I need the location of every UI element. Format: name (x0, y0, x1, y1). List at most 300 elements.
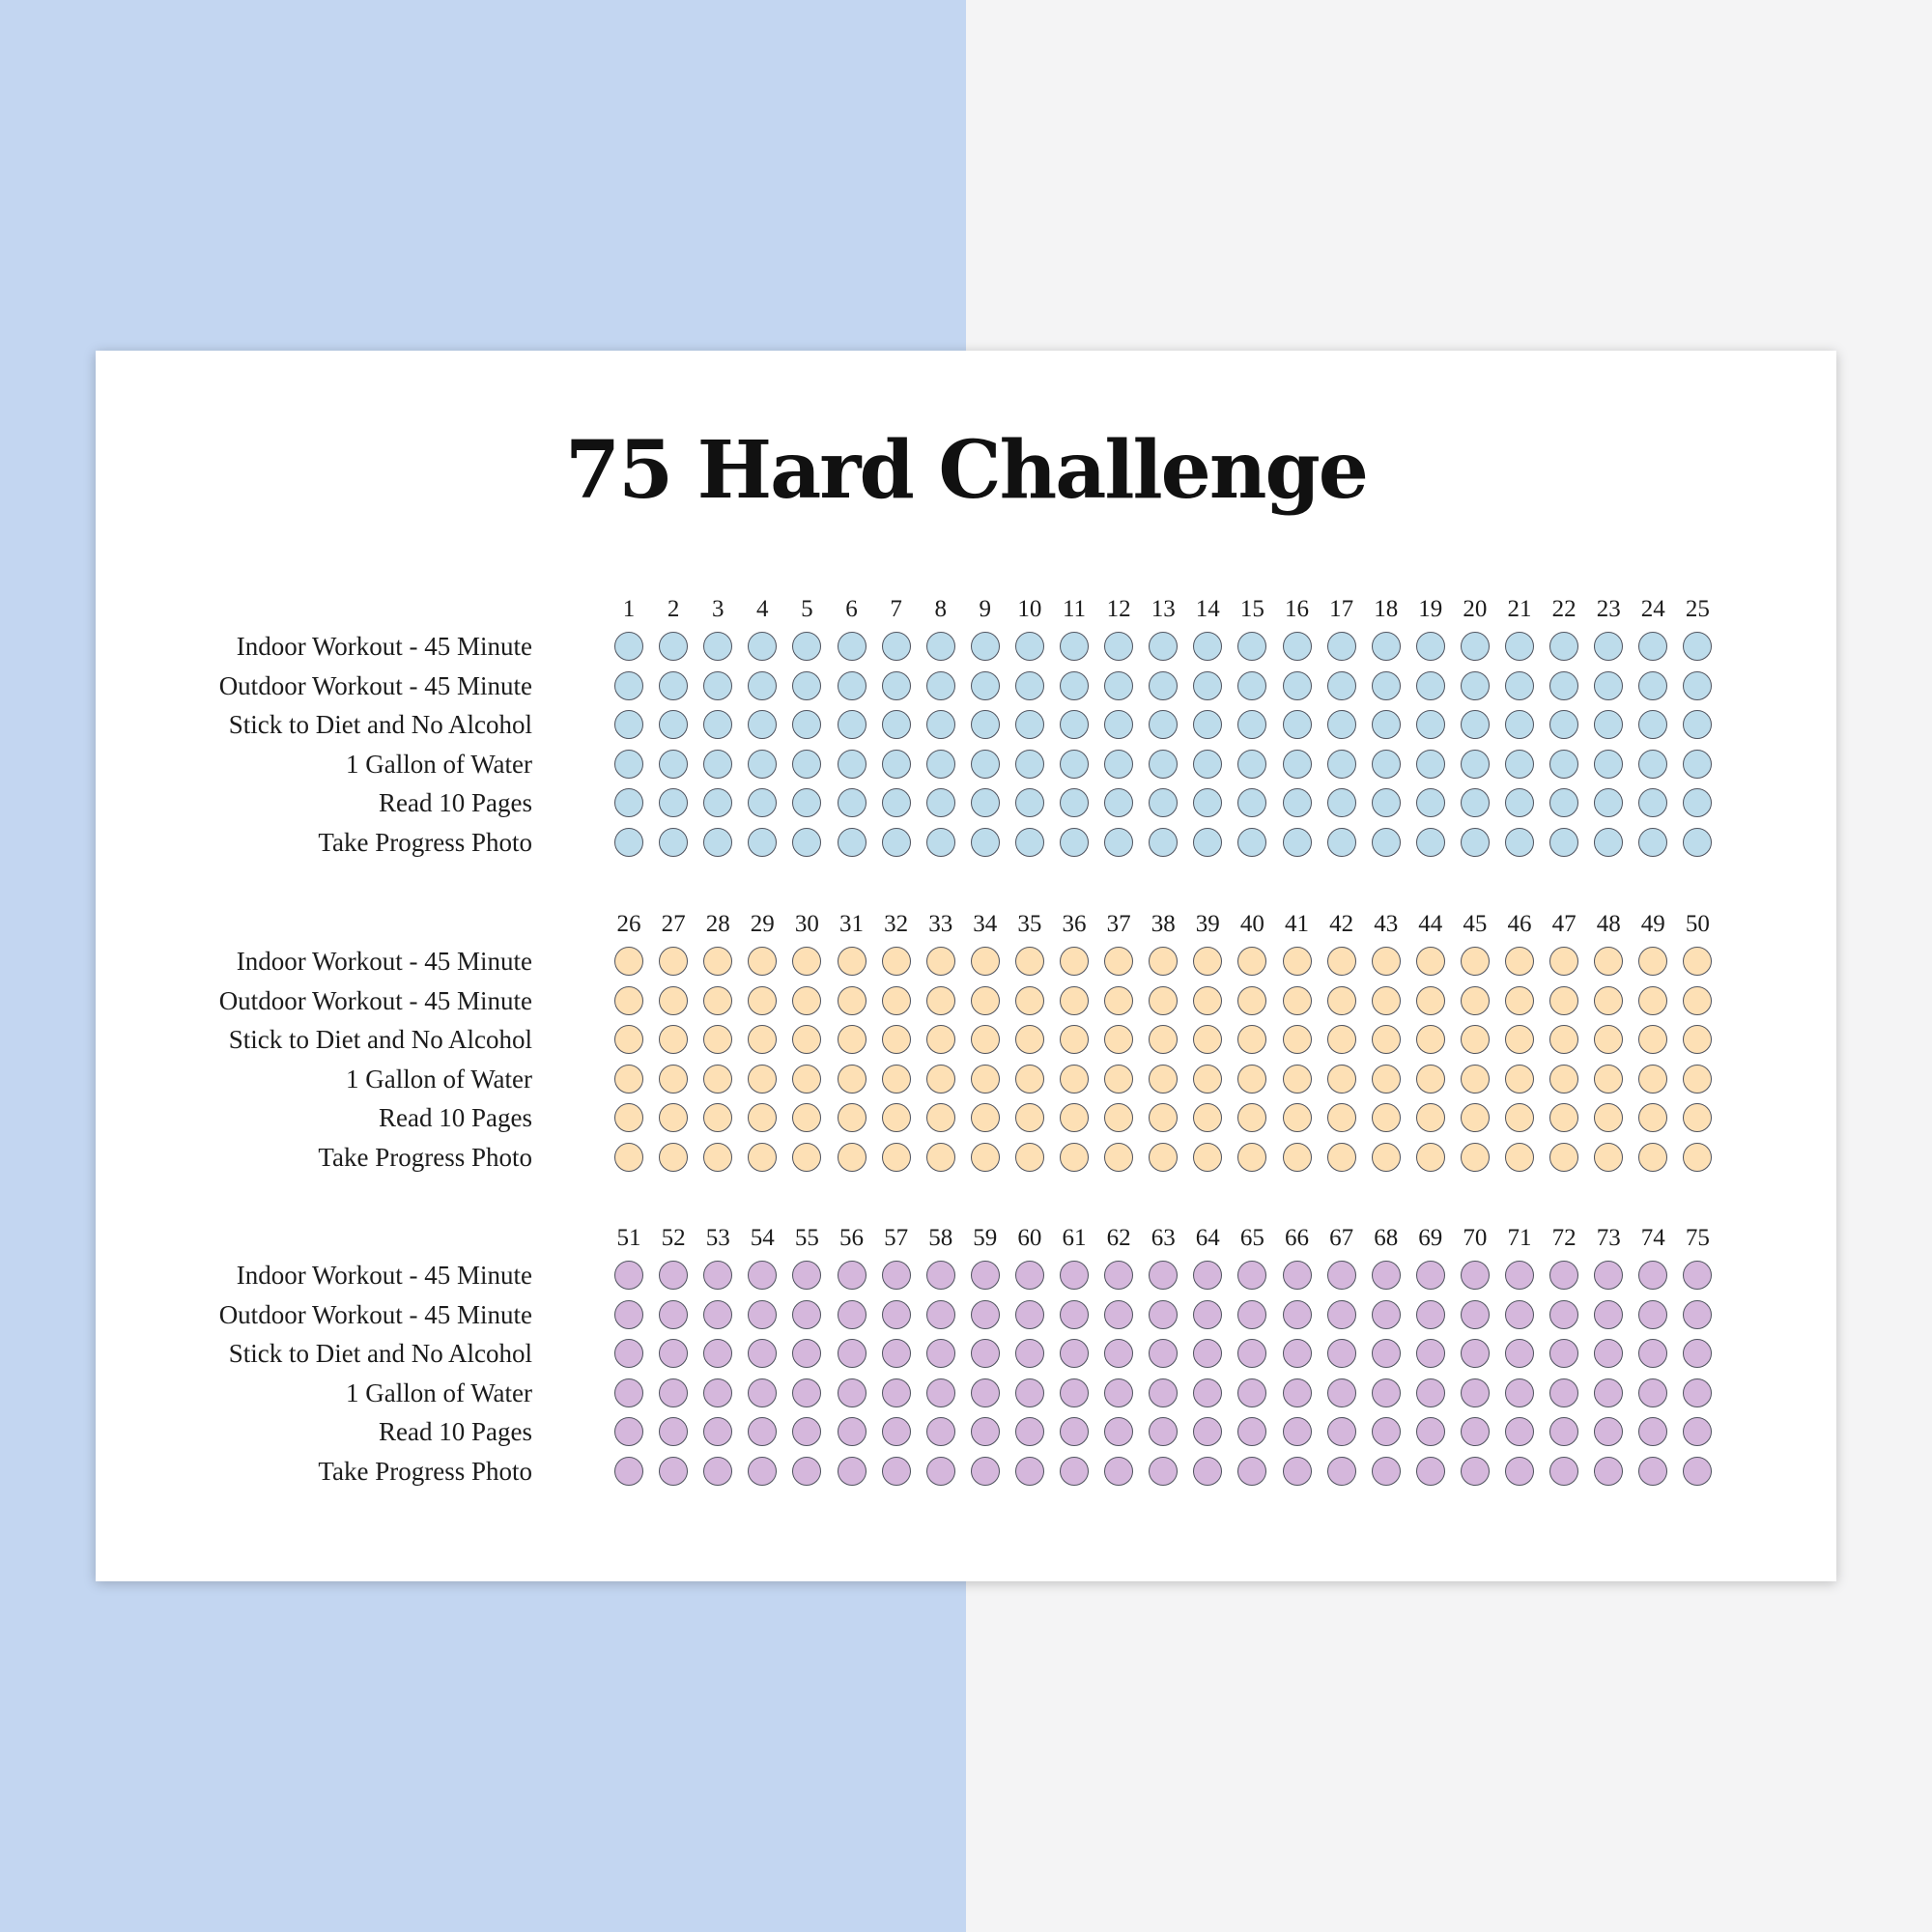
checkbox-day-6-task-6[interactable] (838, 828, 867, 857)
checkbox-day-51-task-3[interactable] (614, 1339, 643, 1368)
checkbox-day-38-task-4[interactable] (1149, 1065, 1178, 1094)
checkbox-day-34-task-5[interactable] (971, 1103, 1000, 1132)
checkbox-day-33-task-5[interactable] (926, 1103, 955, 1132)
checkbox-day-49-task-5[interactable] (1638, 1103, 1667, 1132)
checkbox-day-6-task-1[interactable] (838, 632, 867, 661)
checkbox-day-39-task-6[interactable] (1193, 1143, 1222, 1172)
checkbox-day-19-task-1[interactable] (1416, 632, 1445, 661)
checkbox-day-66-task-5[interactable] (1283, 1417, 1312, 1446)
checkbox-day-11-task-4[interactable] (1060, 750, 1089, 779)
checkbox-day-33-task-2[interactable] (926, 986, 955, 1015)
checkbox-day-25-task-4[interactable] (1683, 750, 1712, 779)
checkbox-day-37-task-5[interactable] (1104, 1103, 1133, 1132)
checkbox-day-60-task-5[interactable] (1015, 1417, 1044, 1446)
checkbox-day-20-task-3[interactable] (1461, 710, 1490, 739)
checkbox-day-25-task-3[interactable] (1683, 710, 1712, 739)
checkbox-day-63-task-3[interactable] (1149, 1339, 1178, 1368)
checkbox-day-63-task-5[interactable] (1149, 1417, 1178, 1446)
checkbox-day-29-task-4[interactable] (748, 1065, 777, 1094)
checkbox-day-22-task-5[interactable] (1549, 788, 1578, 817)
checkbox-day-48-task-1[interactable] (1594, 947, 1623, 976)
checkbox-day-10-task-2[interactable] (1015, 671, 1044, 700)
checkbox-day-43-task-4[interactable] (1372, 1065, 1401, 1094)
checkbox-day-70-task-6[interactable] (1461, 1457, 1490, 1486)
checkbox-day-46-task-5[interactable] (1505, 1103, 1534, 1132)
checkbox-day-64-task-1[interactable] (1193, 1261, 1222, 1290)
checkbox-day-66-task-4[interactable] (1283, 1378, 1312, 1407)
checkbox-day-29-task-2[interactable] (748, 986, 777, 1015)
checkbox-day-10-task-5[interactable] (1015, 788, 1044, 817)
checkbox-day-59-task-6[interactable] (971, 1457, 1000, 1486)
checkbox-day-50-task-5[interactable] (1683, 1103, 1712, 1132)
checkbox-day-52-task-3[interactable] (659, 1339, 688, 1368)
checkbox-day-31-task-4[interactable] (838, 1065, 867, 1094)
checkbox-day-37-task-4[interactable] (1104, 1065, 1133, 1094)
checkbox-day-3-task-6[interactable] (703, 828, 732, 857)
checkbox-day-41-task-2[interactable] (1283, 986, 1312, 1015)
checkbox-day-2-task-3[interactable] (659, 710, 688, 739)
checkbox-day-30-task-1[interactable] (792, 947, 821, 976)
checkbox-day-3-task-4[interactable] (703, 750, 732, 779)
checkbox-day-4-task-3[interactable] (748, 710, 777, 739)
checkbox-day-34-task-4[interactable] (971, 1065, 1000, 1094)
checkbox-day-26-task-1[interactable] (614, 947, 643, 976)
checkbox-day-20-task-6[interactable] (1461, 828, 1490, 857)
checkbox-day-59-task-4[interactable] (971, 1378, 1000, 1407)
checkbox-day-13-task-2[interactable] (1149, 671, 1178, 700)
checkbox-day-22-task-2[interactable] (1549, 671, 1578, 700)
checkbox-day-45-task-5[interactable] (1461, 1103, 1490, 1132)
checkbox-day-15-task-2[interactable] (1237, 671, 1266, 700)
checkbox-day-9-task-5[interactable] (971, 788, 1000, 817)
checkbox-day-73-task-4[interactable] (1594, 1378, 1623, 1407)
checkbox-day-4-task-1[interactable] (748, 632, 777, 661)
checkbox-day-68-task-1[interactable] (1372, 1261, 1401, 1290)
checkbox-day-35-task-4[interactable] (1015, 1065, 1044, 1094)
checkbox-day-24-task-4[interactable] (1638, 750, 1667, 779)
checkbox-day-57-task-6[interactable] (882, 1457, 911, 1486)
checkbox-day-31-task-3[interactable] (838, 1025, 867, 1054)
checkbox-day-1-task-5[interactable] (614, 788, 643, 817)
checkbox-day-9-task-4[interactable] (971, 750, 1000, 779)
checkbox-day-5-task-6[interactable] (792, 828, 821, 857)
checkbox-day-17-task-1[interactable] (1327, 632, 1356, 661)
checkbox-day-12-task-4[interactable] (1104, 750, 1133, 779)
checkbox-day-56-task-2[interactable] (838, 1300, 867, 1329)
checkbox-day-68-task-5[interactable] (1372, 1417, 1401, 1446)
checkbox-day-1-task-1[interactable] (614, 632, 643, 661)
checkbox-day-72-task-5[interactable] (1549, 1417, 1578, 1446)
checkbox-day-8-task-2[interactable] (926, 671, 955, 700)
checkbox-day-35-task-6[interactable] (1015, 1143, 1044, 1172)
checkbox-day-44-task-3[interactable] (1416, 1025, 1445, 1054)
checkbox-day-58-task-2[interactable] (926, 1300, 955, 1329)
checkbox-day-19-task-6[interactable] (1416, 828, 1445, 857)
checkbox-day-43-task-1[interactable] (1372, 947, 1401, 976)
checkbox-day-21-task-1[interactable] (1505, 632, 1534, 661)
checkbox-day-58-task-6[interactable] (926, 1457, 955, 1486)
checkbox-day-70-task-2[interactable] (1461, 1300, 1490, 1329)
checkbox-day-11-task-6[interactable] (1060, 828, 1089, 857)
checkbox-day-32-task-6[interactable] (882, 1143, 911, 1172)
checkbox-day-26-task-2[interactable] (614, 986, 643, 1015)
checkbox-day-47-task-1[interactable] (1549, 947, 1578, 976)
checkbox-day-40-task-2[interactable] (1237, 986, 1266, 1015)
checkbox-day-24-task-1[interactable] (1638, 632, 1667, 661)
checkbox-day-34-task-3[interactable] (971, 1025, 1000, 1054)
checkbox-day-50-task-1[interactable] (1683, 947, 1712, 976)
checkbox-day-65-task-3[interactable] (1237, 1339, 1266, 1368)
checkbox-day-19-task-3[interactable] (1416, 710, 1445, 739)
checkbox-day-46-task-1[interactable] (1505, 947, 1534, 976)
checkbox-day-66-task-3[interactable] (1283, 1339, 1312, 1368)
checkbox-day-17-task-2[interactable] (1327, 671, 1356, 700)
checkbox-day-64-task-6[interactable] (1193, 1457, 1222, 1486)
checkbox-day-63-task-4[interactable] (1149, 1378, 1178, 1407)
checkbox-day-6-task-4[interactable] (838, 750, 867, 779)
checkbox-day-60-task-2[interactable] (1015, 1300, 1044, 1329)
checkbox-day-39-task-5[interactable] (1193, 1103, 1222, 1132)
checkbox-day-28-task-1[interactable] (703, 947, 732, 976)
checkbox-day-10-task-6[interactable] (1015, 828, 1044, 857)
checkbox-day-63-task-2[interactable] (1149, 1300, 1178, 1329)
checkbox-day-52-task-6[interactable] (659, 1457, 688, 1486)
checkbox-day-9-task-1[interactable] (971, 632, 1000, 661)
checkbox-day-68-task-3[interactable] (1372, 1339, 1401, 1368)
checkbox-day-21-task-5[interactable] (1505, 788, 1534, 817)
checkbox-day-18-task-1[interactable] (1372, 632, 1401, 661)
checkbox-day-40-task-5[interactable] (1237, 1103, 1266, 1132)
checkbox-day-28-task-5[interactable] (703, 1103, 732, 1132)
checkbox-day-2-task-4[interactable] (659, 750, 688, 779)
checkbox-day-27-task-3[interactable] (659, 1025, 688, 1054)
checkbox-day-37-task-6[interactable] (1104, 1143, 1133, 1172)
checkbox-day-15-task-4[interactable] (1237, 750, 1266, 779)
checkbox-day-70-task-3[interactable] (1461, 1339, 1490, 1368)
checkbox-day-35-task-2[interactable] (1015, 986, 1044, 1015)
checkbox-day-33-task-3[interactable] (926, 1025, 955, 1054)
checkbox-day-20-task-2[interactable] (1461, 671, 1490, 700)
checkbox-day-41-task-3[interactable] (1283, 1025, 1312, 1054)
checkbox-day-39-task-2[interactable] (1193, 986, 1222, 1015)
checkbox-day-42-task-6[interactable] (1327, 1143, 1356, 1172)
checkbox-day-22-task-3[interactable] (1549, 710, 1578, 739)
checkbox-day-18-task-6[interactable] (1372, 828, 1401, 857)
checkbox-day-45-task-1[interactable] (1461, 947, 1490, 976)
checkbox-day-24-task-5[interactable] (1638, 788, 1667, 817)
checkbox-day-73-task-5[interactable] (1594, 1417, 1623, 1446)
checkbox-day-34-task-1[interactable] (971, 947, 1000, 976)
checkbox-day-3-task-3[interactable] (703, 710, 732, 739)
checkbox-day-20-task-5[interactable] (1461, 788, 1490, 817)
checkbox-day-10-task-3[interactable] (1015, 710, 1044, 739)
checkbox-day-25-task-6[interactable] (1683, 828, 1712, 857)
checkbox-day-25-task-5[interactable] (1683, 788, 1712, 817)
checkbox-day-52-task-5[interactable] (659, 1417, 688, 1446)
checkbox-day-61-task-4[interactable] (1060, 1378, 1089, 1407)
checkbox-day-36-task-2[interactable] (1060, 986, 1089, 1015)
checkbox-day-11-task-1[interactable] (1060, 632, 1089, 661)
checkbox-day-5-task-3[interactable] (792, 710, 821, 739)
checkbox-day-37-task-1[interactable] (1104, 947, 1133, 976)
checkbox-day-9-task-3[interactable] (971, 710, 1000, 739)
checkbox-day-55-task-6[interactable] (792, 1457, 821, 1486)
checkbox-day-58-task-3[interactable] (926, 1339, 955, 1368)
checkbox-day-27-task-4[interactable] (659, 1065, 688, 1094)
checkbox-day-70-task-1[interactable] (1461, 1261, 1490, 1290)
checkbox-day-13-task-5[interactable] (1149, 788, 1178, 817)
checkbox-day-26-task-3[interactable] (614, 1025, 643, 1054)
checkbox-day-33-task-1[interactable] (926, 947, 955, 976)
checkbox-day-67-task-2[interactable] (1327, 1300, 1356, 1329)
checkbox-day-14-task-2[interactable] (1193, 671, 1222, 700)
checkbox-day-45-task-3[interactable] (1461, 1025, 1490, 1054)
checkbox-day-12-task-3[interactable] (1104, 710, 1133, 739)
checkbox-day-18-task-5[interactable] (1372, 788, 1401, 817)
checkbox-day-33-task-4[interactable] (926, 1065, 955, 1094)
checkbox-day-17-task-4[interactable] (1327, 750, 1356, 779)
checkbox-day-39-task-3[interactable] (1193, 1025, 1222, 1054)
checkbox-day-47-task-2[interactable] (1549, 986, 1578, 1015)
checkbox-day-3-task-1[interactable] (703, 632, 732, 661)
checkbox-day-30-task-6[interactable] (792, 1143, 821, 1172)
checkbox-day-62-task-6[interactable] (1104, 1457, 1133, 1486)
checkbox-day-28-task-3[interactable] (703, 1025, 732, 1054)
checkbox-day-14-task-4[interactable] (1193, 750, 1222, 779)
checkbox-day-30-task-4[interactable] (792, 1065, 821, 1094)
checkbox-day-10-task-4[interactable] (1015, 750, 1044, 779)
checkbox-day-23-task-3[interactable] (1594, 710, 1623, 739)
checkbox-day-57-task-1[interactable] (882, 1261, 911, 1290)
checkbox-day-67-task-1[interactable] (1327, 1261, 1356, 1290)
checkbox-day-54-task-1[interactable] (748, 1261, 777, 1290)
checkbox-day-23-task-6[interactable] (1594, 828, 1623, 857)
checkbox-day-51-task-5[interactable] (614, 1417, 643, 1446)
checkbox-day-67-task-6[interactable] (1327, 1457, 1356, 1486)
checkbox-day-28-task-4[interactable] (703, 1065, 732, 1094)
checkbox-day-73-task-2[interactable] (1594, 1300, 1623, 1329)
checkbox-day-34-task-6[interactable] (971, 1143, 1000, 1172)
checkbox-day-29-task-5[interactable] (748, 1103, 777, 1132)
checkbox-day-31-task-6[interactable] (838, 1143, 867, 1172)
checkbox-day-41-task-1[interactable] (1283, 947, 1312, 976)
checkbox-day-45-task-2[interactable] (1461, 986, 1490, 1015)
checkbox-day-53-task-1[interactable] (703, 1261, 732, 1290)
checkbox-day-57-task-5[interactable] (882, 1417, 911, 1446)
checkbox-day-22-task-4[interactable] (1549, 750, 1578, 779)
checkbox-day-56-task-1[interactable] (838, 1261, 867, 1290)
checkbox-day-12-task-6[interactable] (1104, 828, 1133, 857)
checkbox-day-60-task-1[interactable] (1015, 1261, 1044, 1290)
checkbox-day-16-task-3[interactable] (1283, 710, 1312, 739)
checkbox-day-69-task-4[interactable] (1416, 1378, 1445, 1407)
checkbox-day-69-task-5[interactable] (1416, 1417, 1445, 1446)
checkbox-day-71-task-4[interactable] (1505, 1378, 1534, 1407)
checkbox-day-9-task-2[interactable] (971, 671, 1000, 700)
checkbox-day-47-task-4[interactable] (1549, 1065, 1578, 1094)
checkbox-day-30-task-5[interactable] (792, 1103, 821, 1132)
checkbox-day-40-task-6[interactable] (1237, 1143, 1266, 1172)
checkbox-day-26-task-5[interactable] (614, 1103, 643, 1132)
checkbox-day-21-task-3[interactable] (1505, 710, 1534, 739)
checkbox-day-32-task-2[interactable] (882, 986, 911, 1015)
checkbox-day-41-task-4[interactable] (1283, 1065, 1312, 1094)
checkbox-day-44-task-5[interactable] (1416, 1103, 1445, 1132)
checkbox-day-23-task-4[interactable] (1594, 750, 1623, 779)
checkbox-day-21-task-6[interactable] (1505, 828, 1534, 857)
checkbox-day-39-task-1[interactable] (1193, 947, 1222, 976)
checkbox-day-29-task-3[interactable] (748, 1025, 777, 1054)
checkbox-day-70-task-4[interactable] (1461, 1378, 1490, 1407)
checkbox-day-13-task-3[interactable] (1149, 710, 1178, 739)
checkbox-day-32-task-3[interactable] (882, 1025, 911, 1054)
checkbox-day-55-task-4[interactable] (792, 1378, 821, 1407)
checkbox-day-41-task-6[interactable] (1283, 1143, 1312, 1172)
checkbox-day-48-task-2[interactable] (1594, 986, 1623, 1015)
checkbox-day-50-task-4[interactable] (1683, 1065, 1712, 1094)
checkbox-day-75-task-3[interactable] (1683, 1339, 1712, 1368)
checkbox-day-72-task-2[interactable] (1549, 1300, 1578, 1329)
checkbox-day-18-task-4[interactable] (1372, 750, 1401, 779)
checkbox-day-29-task-1[interactable] (748, 947, 777, 976)
checkbox-day-25-task-1[interactable] (1683, 632, 1712, 661)
checkbox-day-59-task-2[interactable] (971, 1300, 1000, 1329)
checkbox-day-11-task-5[interactable] (1060, 788, 1089, 817)
checkbox-day-37-task-3[interactable] (1104, 1025, 1133, 1054)
checkbox-day-51-task-2[interactable] (614, 1300, 643, 1329)
checkbox-day-47-task-5[interactable] (1549, 1103, 1578, 1132)
checkbox-day-74-task-2[interactable] (1638, 1300, 1667, 1329)
checkbox-day-19-task-2[interactable] (1416, 671, 1445, 700)
checkbox-day-59-task-1[interactable] (971, 1261, 1000, 1290)
checkbox-day-53-task-5[interactable] (703, 1417, 732, 1446)
checkbox-day-49-task-6[interactable] (1638, 1143, 1667, 1172)
checkbox-day-64-task-5[interactable] (1193, 1417, 1222, 1446)
checkbox-day-45-task-6[interactable] (1461, 1143, 1490, 1172)
checkbox-day-47-task-3[interactable] (1549, 1025, 1578, 1054)
checkbox-day-5-task-4[interactable] (792, 750, 821, 779)
checkbox-day-22-task-6[interactable] (1549, 828, 1578, 857)
checkbox-day-40-task-4[interactable] (1237, 1065, 1266, 1094)
checkbox-day-12-task-5[interactable] (1104, 788, 1133, 817)
checkbox-day-38-task-6[interactable] (1149, 1143, 1178, 1172)
checkbox-day-48-task-6[interactable] (1594, 1143, 1623, 1172)
checkbox-day-12-task-1[interactable] (1104, 632, 1133, 661)
checkbox-day-6-task-5[interactable] (838, 788, 867, 817)
checkbox-day-53-task-4[interactable] (703, 1378, 732, 1407)
checkbox-day-31-task-1[interactable] (838, 947, 867, 976)
checkbox-day-4-task-6[interactable] (748, 828, 777, 857)
checkbox-day-55-task-3[interactable] (792, 1339, 821, 1368)
checkbox-day-45-task-4[interactable] (1461, 1065, 1490, 1094)
checkbox-day-54-task-5[interactable] (748, 1417, 777, 1446)
checkbox-day-66-task-1[interactable] (1283, 1261, 1312, 1290)
checkbox-day-67-task-4[interactable] (1327, 1378, 1356, 1407)
checkbox-day-71-task-5[interactable] (1505, 1417, 1534, 1446)
checkbox-day-71-task-6[interactable] (1505, 1457, 1534, 1486)
checkbox-day-26-task-4[interactable] (614, 1065, 643, 1094)
checkbox-day-5-task-5[interactable] (792, 788, 821, 817)
checkbox-day-7-task-1[interactable] (882, 632, 911, 661)
checkbox-day-59-task-5[interactable] (971, 1417, 1000, 1446)
checkbox-day-60-task-4[interactable] (1015, 1378, 1044, 1407)
checkbox-day-38-task-1[interactable] (1149, 947, 1178, 976)
checkbox-day-1-task-4[interactable] (614, 750, 643, 779)
checkbox-day-25-task-2[interactable] (1683, 671, 1712, 700)
checkbox-day-42-task-4[interactable] (1327, 1065, 1356, 1094)
checkbox-day-17-task-6[interactable] (1327, 828, 1356, 857)
checkbox-day-74-task-1[interactable] (1638, 1261, 1667, 1290)
checkbox-day-19-task-4[interactable] (1416, 750, 1445, 779)
checkbox-day-61-task-6[interactable] (1060, 1457, 1089, 1486)
checkbox-day-28-task-6[interactable] (703, 1143, 732, 1172)
checkbox-day-69-task-6[interactable] (1416, 1457, 1445, 1486)
checkbox-day-59-task-3[interactable] (971, 1339, 1000, 1368)
checkbox-day-65-task-5[interactable] (1237, 1417, 1266, 1446)
checkbox-day-16-task-6[interactable] (1283, 828, 1312, 857)
checkbox-day-50-task-2[interactable] (1683, 986, 1712, 1015)
checkbox-day-11-task-2[interactable] (1060, 671, 1089, 700)
checkbox-day-43-task-3[interactable] (1372, 1025, 1401, 1054)
checkbox-day-54-task-2[interactable] (748, 1300, 777, 1329)
checkbox-day-7-task-3[interactable] (882, 710, 911, 739)
checkbox-day-74-task-5[interactable] (1638, 1417, 1667, 1446)
checkbox-day-69-task-3[interactable] (1416, 1339, 1445, 1368)
checkbox-day-49-task-1[interactable] (1638, 947, 1667, 976)
checkbox-day-49-task-3[interactable] (1638, 1025, 1667, 1054)
checkbox-day-3-task-5[interactable] (703, 788, 732, 817)
checkbox-day-15-task-5[interactable] (1237, 788, 1266, 817)
checkbox-day-13-task-4[interactable] (1149, 750, 1178, 779)
checkbox-day-6-task-3[interactable] (838, 710, 867, 739)
checkbox-day-12-task-2[interactable] (1104, 671, 1133, 700)
checkbox-day-64-task-4[interactable] (1193, 1378, 1222, 1407)
checkbox-day-61-task-3[interactable] (1060, 1339, 1089, 1368)
checkbox-day-62-task-1[interactable] (1104, 1261, 1133, 1290)
checkbox-day-61-task-5[interactable] (1060, 1417, 1089, 1446)
checkbox-day-18-task-3[interactable] (1372, 710, 1401, 739)
checkbox-day-74-task-6[interactable] (1638, 1457, 1667, 1486)
checkbox-day-53-task-3[interactable] (703, 1339, 732, 1368)
checkbox-day-70-task-5[interactable] (1461, 1417, 1490, 1446)
checkbox-day-36-task-6[interactable] (1060, 1143, 1089, 1172)
checkbox-day-54-task-4[interactable] (748, 1378, 777, 1407)
checkbox-day-75-task-2[interactable] (1683, 1300, 1712, 1329)
checkbox-day-60-task-3[interactable] (1015, 1339, 1044, 1368)
checkbox-day-54-task-3[interactable] (748, 1339, 777, 1368)
checkbox-day-23-task-5[interactable] (1594, 788, 1623, 817)
checkbox-day-44-task-4[interactable] (1416, 1065, 1445, 1094)
checkbox-day-64-task-2[interactable] (1193, 1300, 1222, 1329)
checkbox-day-56-task-5[interactable] (838, 1417, 867, 1446)
checkbox-day-38-task-5[interactable] (1149, 1103, 1178, 1132)
checkbox-day-62-task-4[interactable] (1104, 1378, 1133, 1407)
checkbox-day-55-task-1[interactable] (792, 1261, 821, 1290)
checkbox-day-5-task-1[interactable] (792, 632, 821, 661)
checkbox-day-47-task-6[interactable] (1549, 1143, 1578, 1172)
checkbox-day-35-task-1[interactable] (1015, 947, 1044, 976)
checkbox-day-42-task-1[interactable] (1327, 947, 1356, 976)
checkbox-day-40-task-3[interactable] (1237, 1025, 1266, 1054)
checkbox-day-56-task-4[interactable] (838, 1378, 867, 1407)
checkbox-day-17-task-3[interactable] (1327, 710, 1356, 739)
checkbox-day-75-task-4[interactable] (1683, 1378, 1712, 1407)
checkbox-day-55-task-5[interactable] (792, 1417, 821, 1446)
checkbox-day-1-task-3[interactable] (614, 710, 643, 739)
checkbox-day-53-task-2[interactable] (703, 1300, 732, 1329)
checkbox-day-72-task-4[interactable] (1549, 1378, 1578, 1407)
checkbox-day-16-task-4[interactable] (1283, 750, 1312, 779)
